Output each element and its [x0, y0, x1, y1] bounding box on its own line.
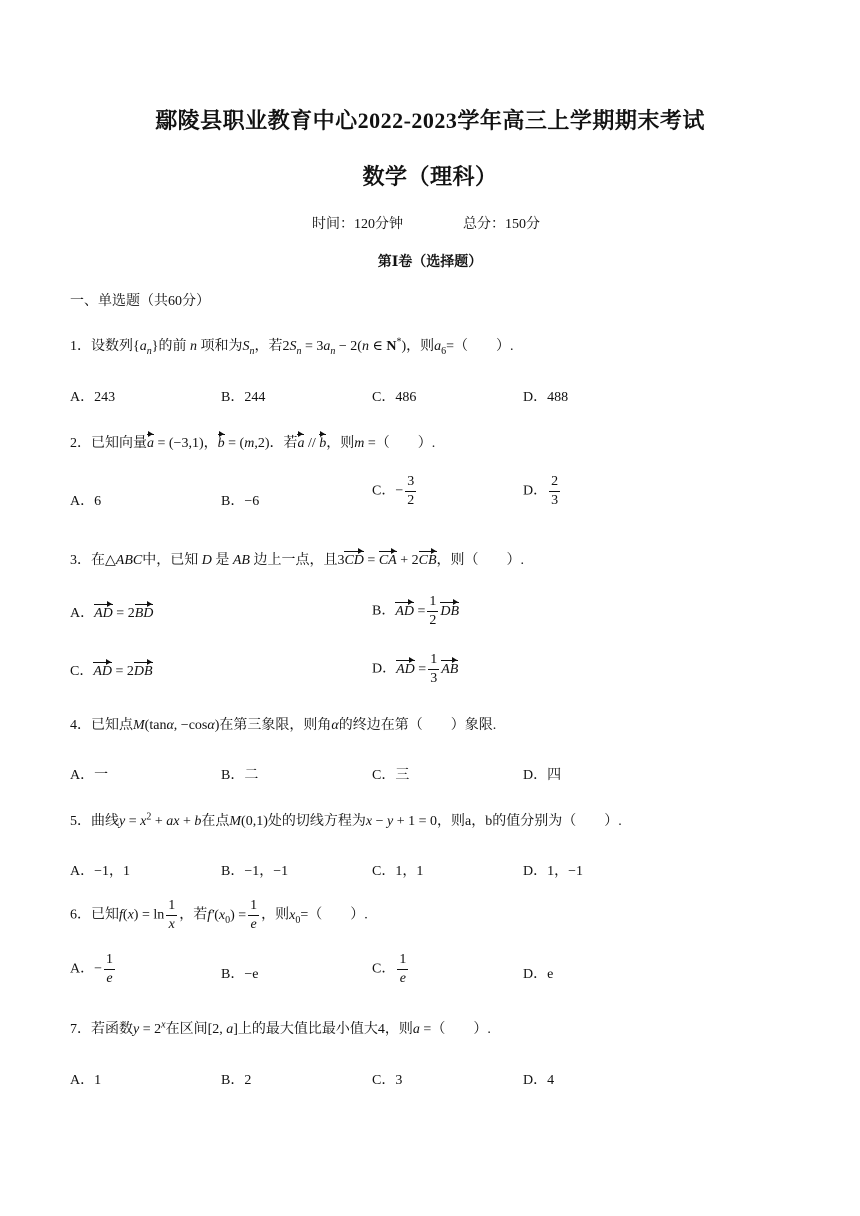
option-3b[interactable]: B．AD = $\frac{1}{2}$ DB	[372, 594, 460, 628]
math-derivative: $f'(x_0)$ =	[207, 907, 247, 926]
question-number: 2．	[70, 436, 91, 451]
question-1: 1．设数列$\{a_n\}$的前 n 项和为$S_n$，若$2S_n = 3a_n - 2(n$ ∈ N*)，则$a_6=$（ ）.	[70, 336, 514, 357]
question-number: 3．	[70, 553, 91, 568]
option-5c[interactable]: C．1，1	[372, 864, 424, 879]
fraction-2-3: $\frac{2}{3}$	[551, 474, 559, 508]
option-3c[interactable]: C．AD = 2DB	[70, 664, 153, 679]
option-5a[interactable]: A．−1，1	[70, 864, 131, 879]
volume-heading: 第Ⅰ卷（选择题）	[377, 255, 483, 270]
math-sequence: $\{a_n\}$	[133, 339, 159, 357]
option-4c[interactable]: C．三	[372, 768, 410, 783]
option-4a[interactable]: A．一	[70, 768, 109, 783]
fraction-1-2: $\frac{1}{2}$	[429, 594, 437, 628]
option-5b[interactable]: B．−1，−1	[221, 864, 289, 879]
option-6d[interactable]: D．e	[523, 967, 554, 982]
option-2a[interactable]: A．6	[70, 494, 102, 509]
option-2c[interactable]: C．− $\frac{3}{2}$	[372, 474, 415, 508]
exam-time: 时间：120分钟	[312, 217, 403, 232]
fraction-1-3: $\frac{1}{3}$	[430, 652, 438, 686]
math-vector-a: a = (−3,1)	[147, 436, 204, 451]
fraction-1-e: $\frac{1}{e}$	[106, 952, 114, 986]
option-7b[interactable]: B．2	[221, 1073, 252, 1088]
option-7c[interactable]: C．3	[372, 1073, 403, 1088]
math-vector-b: b = (m,2)	[217, 436, 270, 451]
option-4d[interactable]: D．四	[523, 768, 562, 783]
math-point-m: M(tanα, −cosα)	[133, 718, 220, 733]
question-5: 5．曲线$y = x^2$ + ax + b在点M(0,1)处的切线方程为x − y + 1 = 0，则a，b的值分别为（ ）.	[70, 811, 622, 829]
math-interval: [2, a]	[207, 1022, 238, 1037]
question-2: 2．已知向量a = (−3,1)，b = (m,2)．若a // b，则m =（ ）.	[70, 436, 436, 451]
question-number: 5．	[70, 814, 91, 829]
option-1b[interactable]: B．244	[221, 390, 266, 405]
option-2d[interactable]: D． $\frac{2}{3}$	[523, 474, 559, 508]
question-number: 6．	[70, 907, 91, 923]
option-3d[interactable]: D．AD = $\frac{1}{3}$ AB	[372, 652, 459, 686]
question-number: 1．	[70, 339, 91, 354]
exam-title: 鄢陵县职业教育中心2022-2023学年高三上学期期末考试	[155, 108, 705, 133]
question-7: 7．若函数$y = 2^x$在区间[2, a]上的最大值比最小值大4，则a =（ ）.	[70, 1019, 491, 1037]
option-7a[interactable]: A．1	[70, 1073, 102, 1088]
question-4: 4．已知点M(tanα, −cosα)在第三象限，则角α的终边在第（ ）象限.	[70, 718, 497, 733]
math-parallel: a // b	[297, 436, 327, 451]
option-1c[interactable]: C．486	[372, 390, 417, 405]
section-heading: 一、单选题（共60分）	[70, 294, 210, 309]
option-4b[interactable]: B．二	[221, 768, 259, 783]
option-1a[interactable]: A．243	[70, 390, 116, 405]
exam-subtitle: 数学（理科）	[362, 164, 498, 189]
question-3: 3．在△ABC中，已知 D 是 AB 边上一点，且3CD = CA + 2CB，则（ ）.	[70, 553, 525, 568]
question-number: 7．	[70, 1022, 91, 1037]
math-sum: $S_n$	[242, 339, 255, 357]
math-condition: $2S_n = 3a_n - 2(n$ ∈ N*)	[282, 336, 407, 357]
option-7d[interactable]: D．4	[523, 1073, 555, 1088]
option-1d[interactable]: D．488	[523, 390, 569, 405]
math-tangent: x − y + 1 = 0	[365, 814, 438, 829]
option-6c[interactable]: C． $\frac{1}{e}$	[372, 952, 407, 986]
question-number: 4．	[70, 718, 91, 733]
fraction-3-2: $\frac{3}{2}$	[407, 474, 415, 508]
option-6a[interactable]: A．− $\frac{1}{e}$	[70, 952, 114, 986]
exam-total-score: 总分：150分	[463, 217, 540, 232]
option-5d[interactable]: D．1，−1	[523, 864, 584, 879]
math-curve: $y = x^2$ + ax + b	[119, 811, 202, 829]
fraction-1-e: $\frac{1}{e}$	[399, 952, 407, 986]
option-3a[interactable]: A．AD = 2BD	[70, 606, 154, 621]
option-6b[interactable]: B．−e	[221, 967, 259, 982]
math-exponential: $y = 2^x$	[133, 1019, 166, 1037]
question-6: 6．已知f(x) = ln $\frac{1}{x}$ ，若$f'(x_0)$ = $\frac{1}{e}$ ，则$x_0=$（ ）.	[70, 898, 368, 932]
option-2b[interactable]: B．−6	[221, 494, 260, 509]
math-vector-relation: 3CD = CA + 2CB	[337, 553, 437, 568]
math-function-f: f(x) = ln	[119, 907, 165, 923]
